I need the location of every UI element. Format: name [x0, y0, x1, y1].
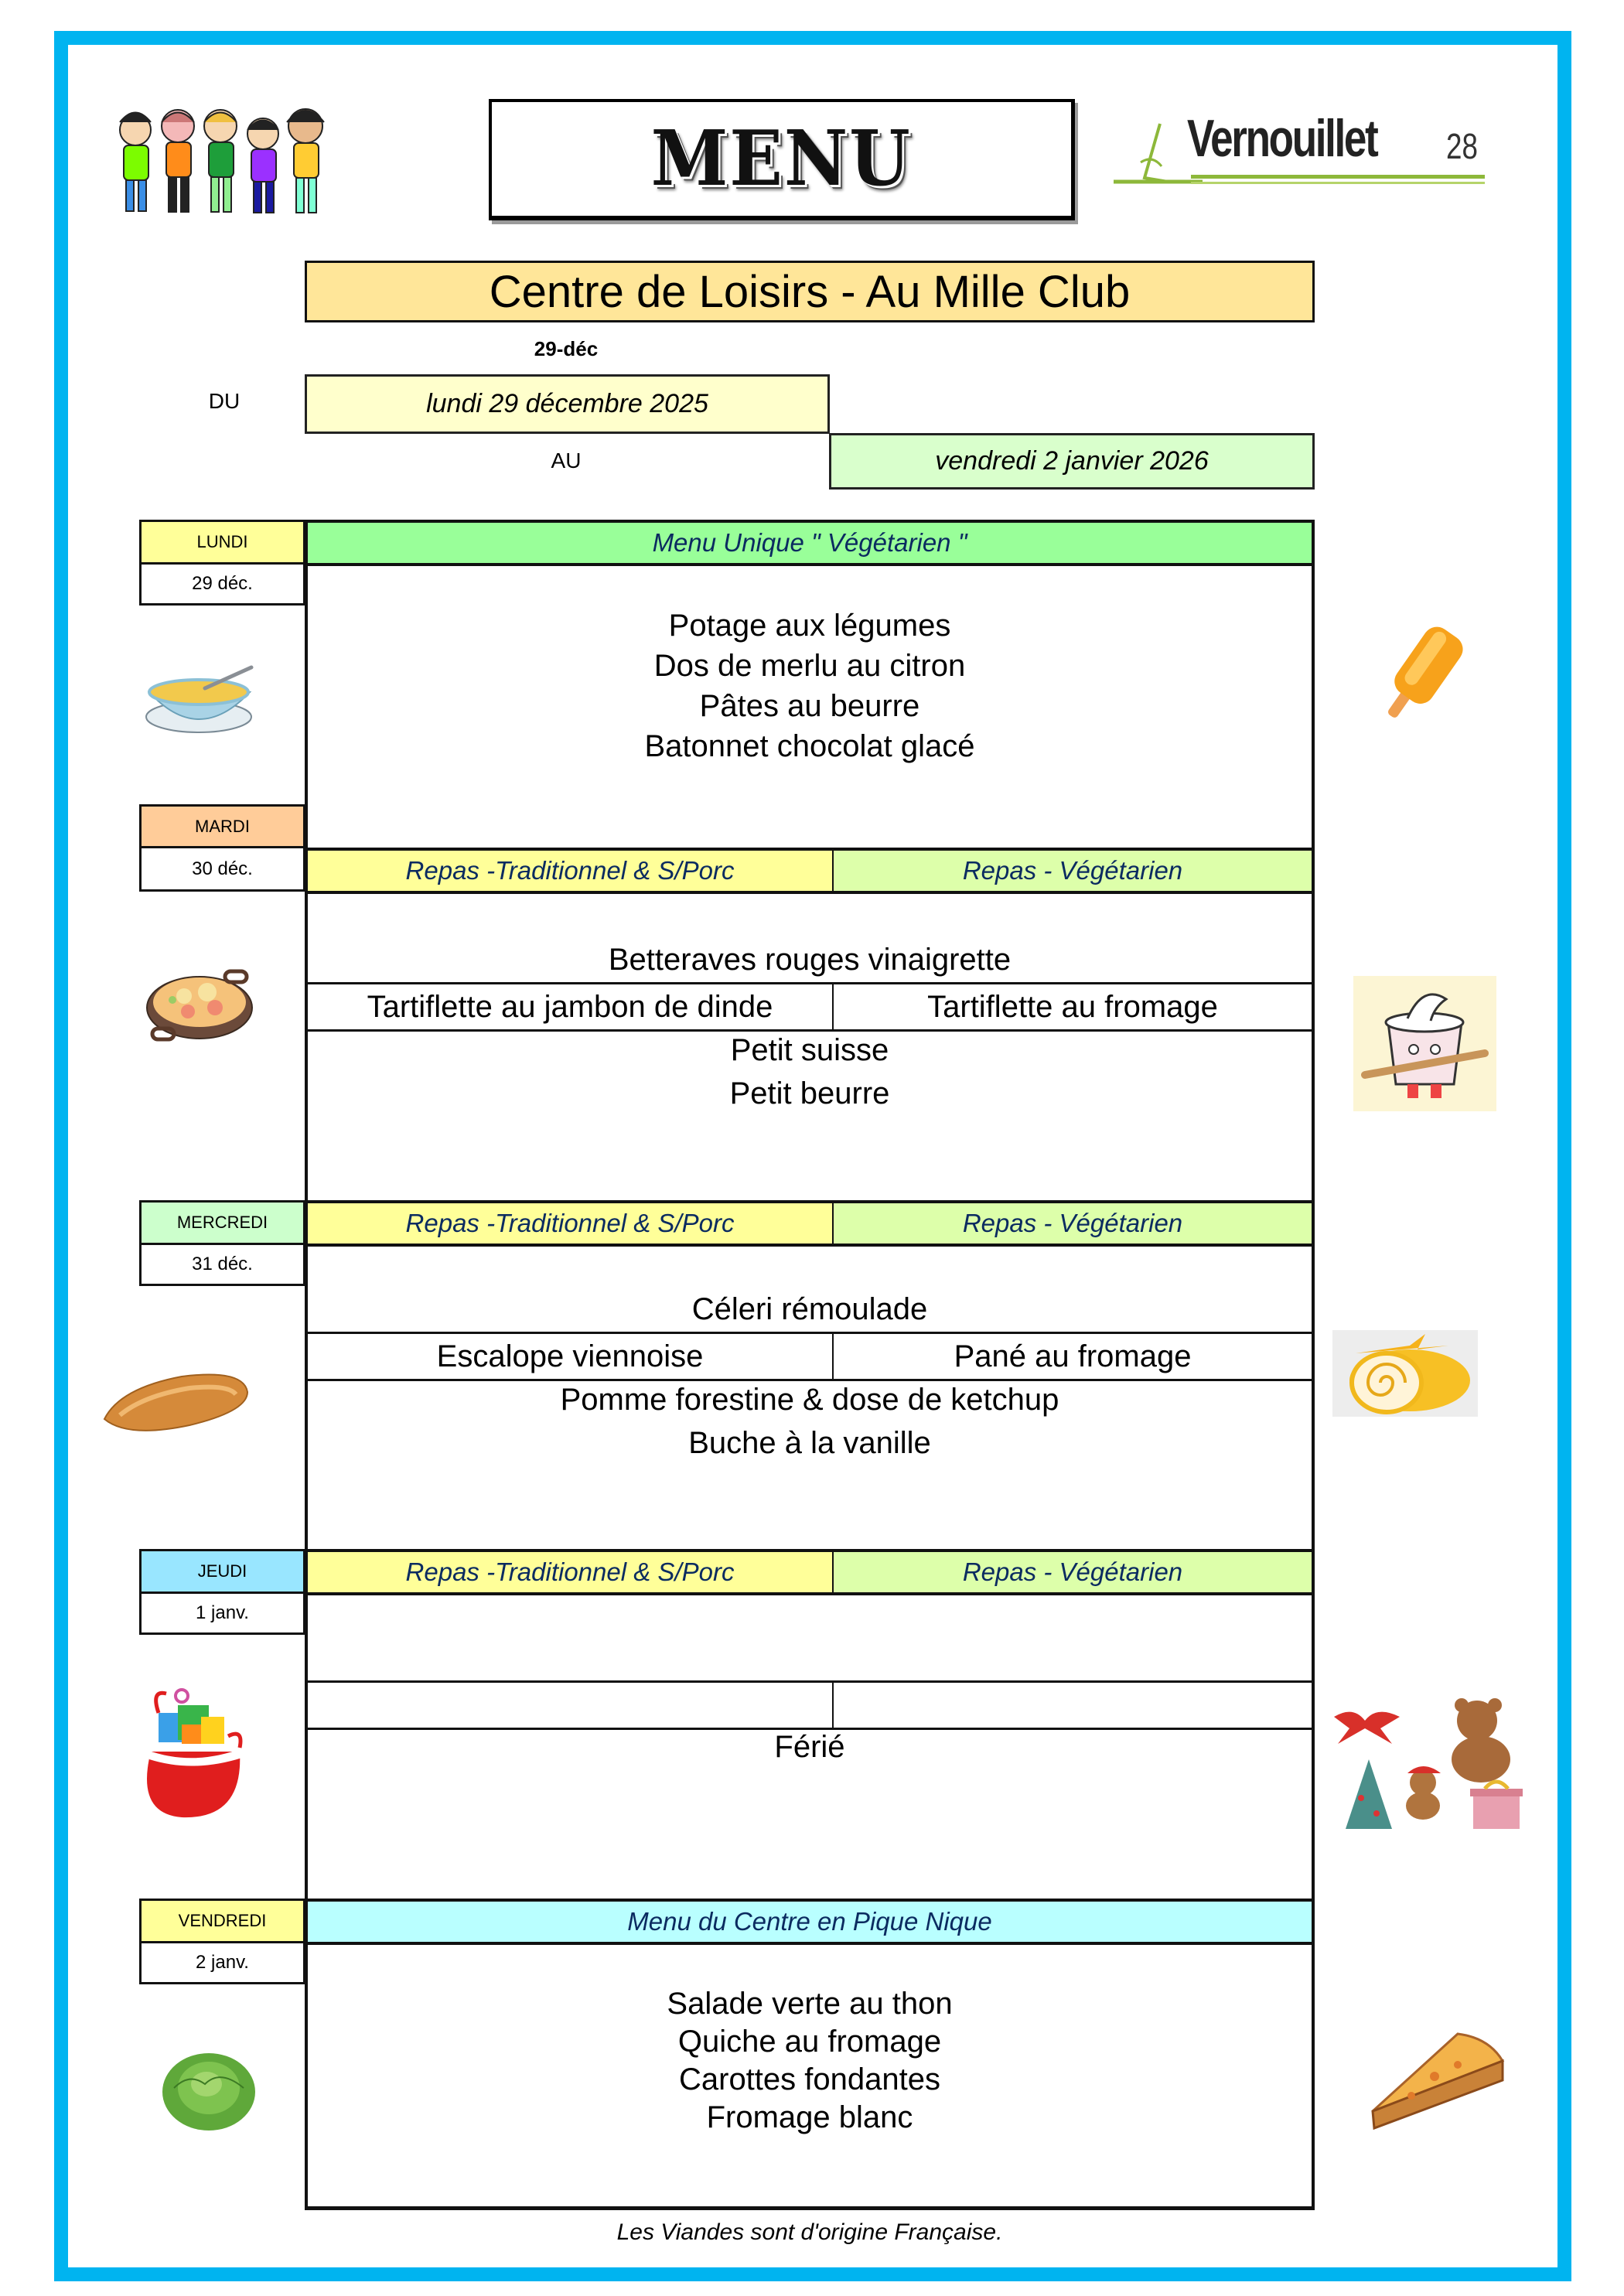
menu-item: Batonnet chocolat glacé	[644, 729, 975, 763]
day-body-vendredi	[305, 1945, 1315, 2208]
day-header-jeudi	[305, 1549, 1315, 1595]
menu-title: MENU	[651, 114, 912, 203]
children-illustration-icon	[89, 99, 383, 227]
veg-header: Repas - Végétarien	[834, 1552, 1312, 1592]
menu-item: Dos de merlu au citron	[653, 649, 966, 683]
main-course-row	[308, 1332, 1312, 1381]
menu-item: Quiche au fromage	[677, 2025, 942, 2059]
menu-item: Carottes fondantes	[678, 2062, 940, 2096]
day-date-lundi: 29 déc.	[139, 562, 305, 606]
du-label: DU	[208, 389, 241, 413]
menu-items	[730, 1029, 890, 1115]
day-label-lundi: LUNDI	[139, 520, 305, 565]
trad-header: Repas -Traditionnel & S/Porc	[308, 1203, 834, 1244]
day-date-mercredi: 31 déc.	[139, 1243, 305, 1286]
veg-header: Repas - Végétarien	[834, 851, 1312, 891]
date-to: vendredi 2 janvier 2026	[829, 433, 1315, 490]
trad-header: Repas -Traditionnel & S/Porc	[308, 851, 834, 891]
menu-item: Petit suisse	[730, 1032, 889, 1067]
day-label-mercredi: MERCREDI	[139, 1200, 305, 1245]
menu-type-header: Menu du Centre en Pique Nique	[627, 1907, 992, 1936]
day-date-mardi: 30 déc.	[139, 846, 305, 892]
main-veg: Pané au fromage	[954, 1339, 1192, 1373]
day-label-jeudi: JEUDI	[139, 1549, 305, 1594]
menu-item: Pomme forestine & dose de ketchup	[560, 1382, 1059, 1417]
veg-header: Repas - Végétarien	[834, 1203, 1312, 1244]
main-veg	[834, 1683, 1312, 1728]
quiche-slice-icon	[1365, 2026, 1508, 2134]
gift-sack-icon	[135, 1682, 259, 1821]
christmas-toys-icon	[1319, 1697, 1547, 1841]
vernouillet-logo	[1106, 108, 1493, 193]
log-cake-icon	[1332, 1330, 1478, 1417]
main-trad: Tartiflette au jambon de dinde	[308, 984, 834, 1029]
day-body-lundi	[305, 566, 1315, 848]
footer-note: Les Viandes sont d'origine Française.	[616, 2219, 1003, 2245]
starter: Betteraves rouges vinaigrette	[608, 942, 1012, 977]
menu-items	[561, 1378, 1059, 1465]
menu-item: Buche à la vanille	[688, 1425, 931, 1460]
breaded-cutlet-icon	[97, 1365, 255, 1438]
table-bottom-border	[305, 2206, 1315, 2210]
week-short-label: 29-déc	[534, 337, 599, 360]
ice-cream-bar-icon	[1380, 611, 1481, 735]
day-header-mardi	[305, 848, 1315, 894]
menu-items	[645, 606, 975, 766]
center-title: Centre de Loisirs - Au Mille Club	[305, 261, 1315, 322]
day-date-vendredi: 2 janv.	[139, 1941, 305, 1984]
date-from: lundi 29 décembre 2025	[305, 374, 830, 434]
menu-item: Petit beurre	[729, 1076, 890, 1110]
yogurt-cartoon-icon	[1353, 976, 1496, 1111]
starter: Céleri rémoulade	[691, 1291, 928, 1326]
menu-type-header: Menu Unique " Végétarien "	[652, 528, 967, 557]
logo-text: Vernouillet	[1187, 109, 1377, 168]
soup-bowl-icon	[143, 661, 259, 739]
day-body-jeudi	[305, 1595, 1315, 1899]
day-date-jeudi: 1 janv.	[139, 1592, 305, 1635]
menu-item: Potage aux légumes	[668, 609, 951, 643]
day-body-mercredi	[305, 1247, 1315, 1550]
logo-number: 28	[1446, 126, 1478, 166]
menu-item: Pâtes au beurre	[699, 689, 920, 723]
trad-header: Repas -Traditionnel & S/Porc	[308, 1552, 834, 1592]
day-body-mardi	[305, 894, 1315, 1201]
main-course-row	[308, 982, 1312, 1032]
main-trad	[308, 1683, 834, 1728]
day-label-vendredi: VENDREDI	[139, 1899, 305, 1943]
day-header-vendredi	[305, 1899, 1315, 1945]
menu-item: Salade verte au thon	[667, 1987, 953, 2021]
day-header-lundi	[305, 520, 1315, 566]
main-veg: Tartiflette au fromage	[927, 989, 1218, 1024]
main-course-row	[308, 1680, 1312, 1730]
day-header-mercredi	[305, 1200, 1315, 1247]
menu-item: Fromage blanc	[706, 2100, 913, 2134]
au-label: AU	[551, 449, 582, 473]
holiday-note: Férié	[774, 1729, 845, 1764]
main-trad: Escalope viennoise	[308, 1334, 834, 1379]
logo-underline-2	[1191, 182, 1485, 184]
lettuce-icon	[159, 2049, 259, 2134]
starter	[308, 1636, 1312, 1680]
tartiflette-pan-icon	[142, 957, 258, 1046]
menu-items	[667, 1985, 952, 2137]
day-label-mardi: MARDI	[139, 804, 305, 848]
logo-underline	[1191, 175, 1485, 179]
menu-title-box	[489, 99, 1075, 220]
